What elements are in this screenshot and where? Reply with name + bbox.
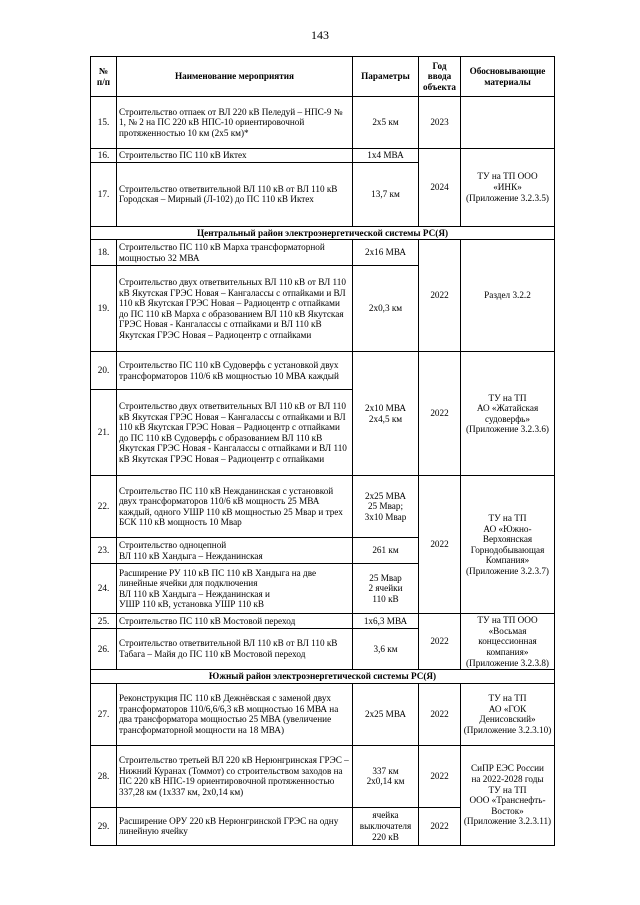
row-params: 337 км 2х0,14 км xyxy=(353,745,419,807)
section-row xyxy=(91,670,555,684)
row-num: 19. xyxy=(91,266,117,352)
row-name: Реконструкция ПС 110 кВ Дежнёвская с заменой двух трансформаторов 110/6,6/6,3 кВ мощностью 16 МВА на два трансформатора мощностью 25 МВА (увеличение трансформаторной мощности на 18 МВА) xyxy=(117,683,353,745)
row-year: 2022 xyxy=(419,352,461,476)
table-row xyxy=(91,476,555,538)
row-num: 17. xyxy=(91,162,117,226)
page-number: 143 xyxy=(311,28,329,42)
section-title: Южный район электроэнергетической системы РС(Я) xyxy=(91,670,555,684)
table-row xyxy=(91,614,555,629)
row-basis: ТУ на ТП ООО «Восьмая концессионная компания» (Приложение 3.2.3.8) xyxy=(461,614,555,670)
row-name: Строительство ответвительной ВЛ 110 кВ от ВЛ 110 кВ Табага – Майя до ПС 110 кВ Мостовой переход xyxy=(117,628,353,669)
row-params: 2х10 МВА 2х4,5 км xyxy=(353,352,419,476)
row-num: 25. xyxy=(91,614,117,629)
row-name: Расширение РУ 110 кВ ПС 110 кВ Хандыга на две линейные ячейки для подключения ВЛ 110 кВ Хандыга – Нежданинская и УШР 110 кВ, установка УШР 110 кВ xyxy=(117,564,353,614)
row-num: 16. xyxy=(91,149,117,163)
row-params: 3,6 км xyxy=(353,628,419,669)
row-params: 2х5 км xyxy=(353,97,419,149)
row-name: Строительство ПС 110 кВ Иктех xyxy=(117,149,353,163)
row-name: Строительство отпаек от ВЛ 220 кВ Пеледуй – НПС-9 № 1, № 2 на ПС 220 кВ НПС-10 ориентировочной протяженностью 10 км (2х5 км)* xyxy=(117,97,353,149)
row-num: 18. xyxy=(91,240,117,266)
row-name: Расширение ОРУ 220 кВ Нерюнгринской ГРЭС на одну линейную ячейку xyxy=(117,807,353,845)
table-row xyxy=(91,683,555,745)
row-name: Строительство двух ответвительных ВЛ 110 кВ от ВЛ 110 кВ Якутская ГРЭС Новая – Кангалассы с отпайками и ВЛ 110 кВ Якутская ГРЭС Новая – Радиоцентр с отпайками до ПС 110 кВ Марха с образованием ВЛ 110 кВ Якутская ГРЭС Новая - Кангалассы с отпайками и ВЛ 110 кВ Якутская ГРЭС Новая – Радиоцентр с отпайками xyxy=(117,266,353,352)
row-year: 2022 xyxy=(419,240,461,352)
row-year: 2022 xyxy=(419,745,461,807)
table-row xyxy=(91,745,555,807)
row-year: 2022 xyxy=(419,807,461,845)
row-params: 1х4 МВА xyxy=(353,149,419,163)
row-name: Строительство ПС 110 кВ Нежданинская с установкой двух трансформаторов 110/6 кВ мощность 25 МВА каждый, одного УШР 110 кВ мощностью 25 Мвар и трех БСК 110 кВ мощность 10 Мвар xyxy=(117,476,353,538)
row-basis: ТУ на ТП АО «Жатайская судоверфь» (Приложение 3.2.3.6) xyxy=(461,352,555,476)
row-year: 2023 xyxy=(419,97,461,149)
row-year: 2022 xyxy=(419,614,461,670)
row-year: 2024 xyxy=(419,149,461,227)
row-params: 2х0,3 км xyxy=(353,266,419,352)
table-row xyxy=(91,352,555,390)
header-year: Год ввода объекта xyxy=(419,57,461,97)
row-params: 13,7 км xyxy=(353,162,419,226)
row-name: Строительство двух ответвительных ВЛ 110 кВ от ВЛ 110 кВ Якутская ГРЭС Новая – Кангалассы с отпайками и ВЛ 110 кВ Якутская ГРЭС Новая – Радиоцентр с отпайками до ПС 110 кВ Судоверфь с образованием ВЛ 110 кВ Якутская ГРЭС Новая - Кангалассы с отпайками и ВЛ 110 кВ Якутская ГРЭС Новая – Радиоцентр с отпайками xyxy=(117,390,353,476)
row-num: 21. xyxy=(91,390,117,476)
table-row xyxy=(91,97,555,149)
row-basis xyxy=(461,97,555,149)
measures-table xyxy=(90,56,555,846)
row-basis: ТУ на ТП АО «ГОК Денисовский» (Приложение 3.2.3.10) xyxy=(461,683,555,745)
row-params: ячейка выключателя 220 кВ xyxy=(353,807,419,845)
row-num: 27. xyxy=(91,683,117,745)
header-num: № п/п xyxy=(91,57,117,97)
row-num: 26. xyxy=(91,628,117,669)
table-row xyxy=(91,149,555,163)
row-num: 29. xyxy=(91,807,117,845)
row-params: 2х25 МВА xyxy=(353,683,419,745)
row-name: Строительство третьей ВЛ 220 кВ Нерюнгринская ГРЭС – Нижний Куранах (Томмот) со строительством заходов на ПС 220 кВ НПС-19 ориентировочной протяженностью 337,28 км (1х337 км, 2х0,14 км) xyxy=(117,745,353,807)
header-params: Параметры xyxy=(353,57,419,97)
row-params: 261 км xyxy=(353,538,419,564)
row-name: Строительство одноцепной ВЛ 110 кВ Хандыга – Нежданинская xyxy=(117,538,353,564)
row-basis: ТУ на ТП ООО «ИНК» (Приложение 3.2.3.5) xyxy=(461,149,555,227)
section-row xyxy=(91,226,555,240)
header-name: Наименование мероприятия xyxy=(117,57,353,97)
row-name: Строительство ПС 110 кВ Мостовой переход xyxy=(117,614,353,629)
row-num: 22. xyxy=(91,476,117,538)
row-year: 2022 xyxy=(419,683,461,745)
row-name: Строительство ответвительной ВЛ 110 кВ от ВЛ 110 кВ Городская – Мирный (Л-102) до ПС 110 кВ Иктех xyxy=(117,162,353,226)
row-params: 2х16 МВА xyxy=(353,240,419,266)
row-params: 1х6,3 МВА xyxy=(353,614,419,629)
row-basis: СиПР ЕЭС России на 2022-2028 годы ТУ на ТП ООО «Транснефть-Восток» (Приложение 3.2.3.11) xyxy=(461,745,555,845)
row-basis: ТУ на ТП АО «Южно-Верхоянская Горнодобывающая Компания» (Приложение 3.2.3.7) xyxy=(461,476,555,614)
row-basis: Раздел 3.2.2 xyxy=(461,240,555,352)
row-num: 24. xyxy=(91,564,117,614)
row-num: 23. xyxy=(91,538,117,564)
row-name: Строительство ПС 110 кВ Судоверфь с установкой двух трансформаторов 110/6 кВ мощностью 10 МВА каждый xyxy=(117,352,353,390)
row-num: 20. xyxy=(91,352,117,390)
row-num: 15. xyxy=(91,97,117,149)
row-num: 28. xyxy=(91,745,117,807)
row-params: 2х25 МВА 25 Мвар; 3х10 Мвар xyxy=(353,476,419,538)
section-title: Центральный район электроэнергетической системы РС(Я) xyxy=(91,226,555,240)
header-basis: Обосновывающие материалы xyxy=(461,57,555,97)
row-name: Строительство ПС 110 кВ Марха трансформаторной мощностью 32 МВА xyxy=(117,240,353,266)
table-row xyxy=(91,240,555,266)
row-year: 2022 xyxy=(419,476,461,614)
row-params: 25 Мвар 2 ячейки 110 кВ xyxy=(353,564,419,614)
